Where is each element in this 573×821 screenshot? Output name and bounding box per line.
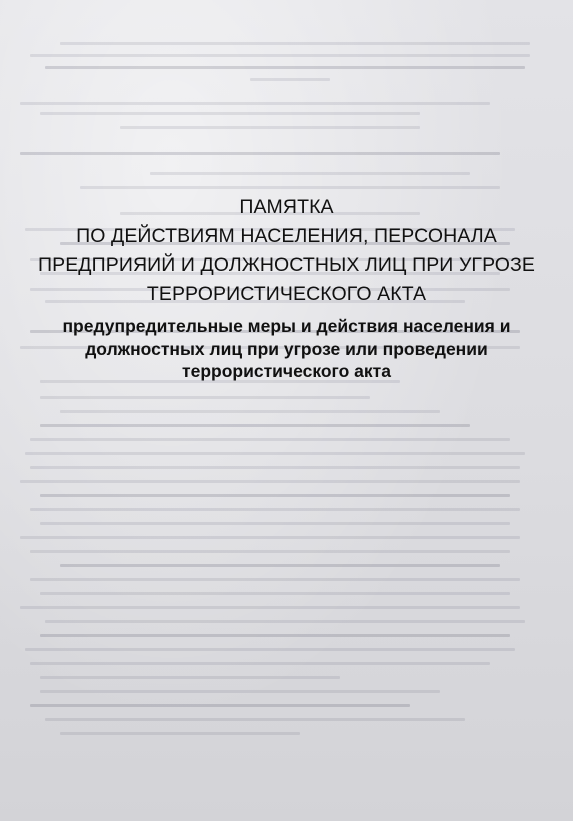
bleed-through-line	[20, 606, 520, 609]
bleed-through-line	[60, 410, 440, 413]
bleed-through-line	[30, 508, 520, 511]
title-line-2: ПО ДЕЙСТВИЯМ НАСЕЛЕНИЯ, ПЕРСОНАЛА	[76, 225, 497, 247]
bleed-through-line	[60, 42, 530, 45]
bleed-through-line	[120, 126, 420, 129]
bleed-through-line	[80, 186, 500, 189]
bleed-through-line	[40, 676, 340, 679]
bleed-through-line	[30, 550, 510, 553]
bleed-through-line	[25, 648, 515, 651]
subtitle-line-1: предупредительные меры и действия населения и	[62, 316, 511, 336]
bleed-through-line	[30, 578, 520, 581]
bleed-through-line	[60, 564, 500, 567]
subtitle-line-2: должностных лиц при угрозе или проведении	[85, 338, 488, 359]
bleed-through-line	[150, 172, 470, 175]
bleed-through-line	[60, 732, 300, 735]
bleed-through-line	[250, 78, 330, 81]
bleed-through-line	[45, 620, 525, 623]
bleed-through-line	[30, 704, 410, 707]
bleed-through-line	[20, 152, 500, 155]
bleed-through-line	[30, 54, 530, 57]
bleed-through-line	[40, 396, 370, 399]
bleed-through-line	[40, 592, 510, 595]
bleed-through-line	[20, 480, 520, 483]
bleed-through-line	[30, 662, 490, 665]
title-line-1: ПАМЯТКА	[239, 196, 334, 218]
bleed-through-line	[40, 424, 470, 427]
bleed-through-line	[45, 66, 525, 69]
bleed-through-line	[40, 522, 510, 525]
title-line-3: ПРЕДПРИЯИЙ И ДОЛЖНОСТНЫХ ЛИЦ ПРИ УГРОЗЕ	[37, 254, 536, 276]
bleed-through-line	[40, 494, 510, 497]
bleed-through-line	[40, 112, 420, 115]
subtitle-line-3: террористического акта	[182, 361, 391, 381]
bleed-through-line	[20, 102, 490, 105]
title-line-4: ТЕРРОРИСТИЧЕСКОГО АКТА	[146, 283, 427, 305]
bleed-through-line	[40, 634, 510, 637]
bleed-through-line	[40, 690, 440, 693]
bleed-through-line	[20, 536, 520, 539]
bleed-through-line	[45, 718, 465, 721]
document-title	[0, 193, 573, 309]
bleed-through-line	[30, 438, 510, 441]
document-subtitle	[0, 315, 573, 383]
bleed-through-line	[25, 452, 525, 455]
bleed-through-line	[30, 466, 520, 469]
